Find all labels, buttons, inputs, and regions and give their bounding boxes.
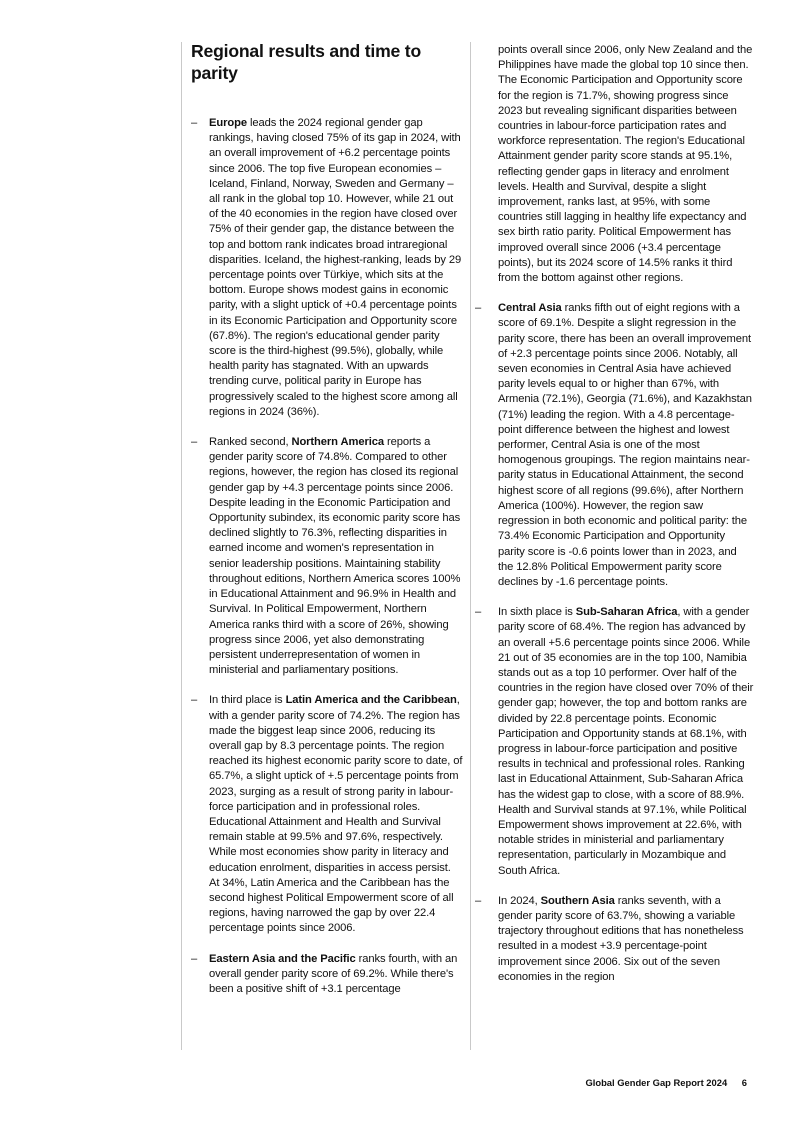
continuation-paragraph: points overall since 2006, only New Zealand and the Philippines have made the global top 10 since then. The Economic Participation and Opportunity score for the region is 71.7%, showing progress since 2023 but revealing significant disparities between countries in labour-force participation rates and workforce representation. The region's Educational Attainment gender parity score stands at 95.1%, reflecting gender gaps in literacy and enrolment levels. Health and Survival, despite a slight improvement, ranks last, at 95%, with some countries still lagging in healthy life expectancy and sex birth ratio parity. Political Empowerment has improved overall since 2006 (+3.4 percentage points), but its 2024 score of 14.5% ranks it third from the bottom against other regions. <box>498 44 753 285</box>
item-body-text: ranks seventh, with a gender parity score of 63.7%, showing a variable trajectory throughout editions that has nonetheless resulted in a modest +3.9 percentage-point improvement since 2006. Six out of the seven economies in the region <box>498 894 744 983</box>
right-items-list <box>472 301 754 985</box>
item-body-text: leads the 2024 regional gender gap rankings, having closed 75% of its gap in 2024, with an overall improvement of +6.2 percentage points since 2006. The top five European economies – Iceland, Finland, Norway, Sweden and Germany – all rank in the global top 10. However, while 21 out of the 40 economies in the region have closed over 75% of their gender gap, the distance between the top and bottom rank indicates broad intraregional disparities. Iceland, the highest-ranking, leads by 29 percentage points over Türkiye, which sits at the bottom. Europe shows modest gains in economic parity, with a slight uptick of +0.4 percentage points in its Economic Participation and Opportunity score (67.8%). The region's educational gender parity score is the third-highest (99.5%), globally, while health parity has stagnated. With an upwards trending curve, political parity in Europe has progressively scaled to the highest score among all regions in 2024 (36%). <box>209 117 462 418</box>
region-name: Northern America <box>291 436 384 449</box>
item-body-text: ranks fifth out of eight regions with a score of 69.1%. Despite a slight regression in the parity score, there has been an overall improvement of +2.3 percentage points since 2006. Notably, all seven economies in Central Asia have achieved parity levels equal to or higher than 67%, with Armenia (72.1%), Georgia (71.6%), and Kazakhstan (71%) leading the region. With a 4.8 percentage-point difference between the highest and lowest performer, Central Asia is one of the most homogenous groupings. The region maintains near-parity status in Educational Attainment, the second highest score of all regions (99.6%), after Northern America (100%). However, the region saw regression in both economic and political parity: the 73.4% Economic Participation and Opportunity parity score is -0.6 points lower than in 2023, and the 12.8% Political Empowerment parity score declines by -1.6 percentage points. <box>498 302 752 588</box>
item-lead-text: In 2024, <box>498 894 541 907</box>
center-column-rule <box>470 42 471 1050</box>
region-name: Latin America and the Caribbean <box>285 694 457 707</box>
item-lead-text: Ranked second, <box>209 436 292 449</box>
bullet-dash: – <box>191 694 198 707</box>
region-name: Eastern Asia and the Pacific <box>209 952 356 965</box>
region-bullet-item <box>472 301 754 590</box>
bullet-dash: – <box>191 436 198 449</box>
region-bullet-item <box>472 605 754 879</box>
region-bullet-item <box>191 435 463 678</box>
item-body-text: , with a gender parity score of 74.2%. The region has made the biggest leap since 2006, reducing its overall gap by 8.3 percentage points. The region reached its highest economic parity score to date, of 65.7%, a slight uptick of +.5 percentage points from 2023, surging as a result of strong parity in labour-force participation and in professional roles. Educational Attainment and Health and Survival remain stable at 99.5% and 97.6%, respectively. While most economies show parity in literacy and education enrolment, disparities in access persist. At 34%, Latin America and the Caribbean has the second highest Political Empowerment score of all regions, having narrowed the gap by over 22.4 percentage points since 2006. <box>209 694 463 935</box>
right-column <box>472 40 754 1000</box>
left-items-list <box>191 116 463 997</box>
bullet-dash: – <box>191 952 198 965</box>
bullet-dash: – <box>475 302 482 315</box>
region-bullet-item <box>191 116 463 420</box>
bullet-dash: – <box>475 606 482 619</box>
page-footer <box>585 1077 747 1088</box>
region-name: Sub-Saharan Africa <box>575 606 678 619</box>
left-column <box>191 40 463 1012</box>
left-column-rule <box>181 42 182 1050</box>
bullet-dash: – <box>475 894 482 907</box>
item-body-text: ranks fourth, with an overall gender parity score of 69.2%. While there's been a positive shift of +3.1 percentage <box>209 952 458 995</box>
region-name: Europe <box>209 117 247 129</box>
region-bullet-item <box>191 693 463 936</box>
section-heading: Regional results and time to parity <box>191 41 421 83</box>
item-lead-text: In sixth place is <box>498 606 576 619</box>
region-bullet-item <box>191 952 463 998</box>
region-bullet-item <box>472 894 754 985</box>
footer-report-title: Global Gender Gap Report 2024 <box>585 1077 728 1088</box>
item-body-text: reports a gender parity score of 74.8%. Compared to other regions, however, the region has closed its regional gender gap by +4.3 percentage points since 2006. Despite leading in the Economic Participation and Opportunity subindex, its economic parity score has declined slightly to 76.3%, reflecting disparities in earned income and women's representation in senior leadership positions. Maintaining stability throughout editions, Northern America scores 100% in Educational Attainment and 96.9% in Health and Survival. In Political Empowerment, Northern America ranks third with a score of 26%, showing progress since 2006, yet also demonstrating persistent underrepresentation of women in ministerial and parliamentary positions. <box>209 436 461 677</box>
region-name: Southern Asia <box>540 894 615 907</box>
region-name: Central Asia <box>498 302 562 315</box>
item-lead-text: In third place is <box>209 694 286 707</box>
item-body-text: , with a gender parity score of 68.4%. The region has advanced by an overall +5.6 percentage points since 2006. While 21 out of 35 economies are in the top 100, Namibia stands out as a top 10 performer. Over half of the countries in the region have closed over 70% of their gender gap; however, the top and bottom ranks are divided by 22.8 percentage points. Economic Participation and Opportunity stands at 68.1%, with progress in labour-force participation and positive results in technical and professional roles. Ranking last in Educational Attainment, Sub-Saharan Africa has the widest gap to close, with a score of 88.9%. Health and Survival stands at 97.1%, while Political Empowerment shows improvement at 22.6%, with notable strides in ministerial and parliamentary representation, particularly in Mozambique and South Africa. <box>498 606 754 877</box>
page-number: 6 <box>741 1077 747 1088</box>
bullet-dash: – <box>191 117 198 129</box>
